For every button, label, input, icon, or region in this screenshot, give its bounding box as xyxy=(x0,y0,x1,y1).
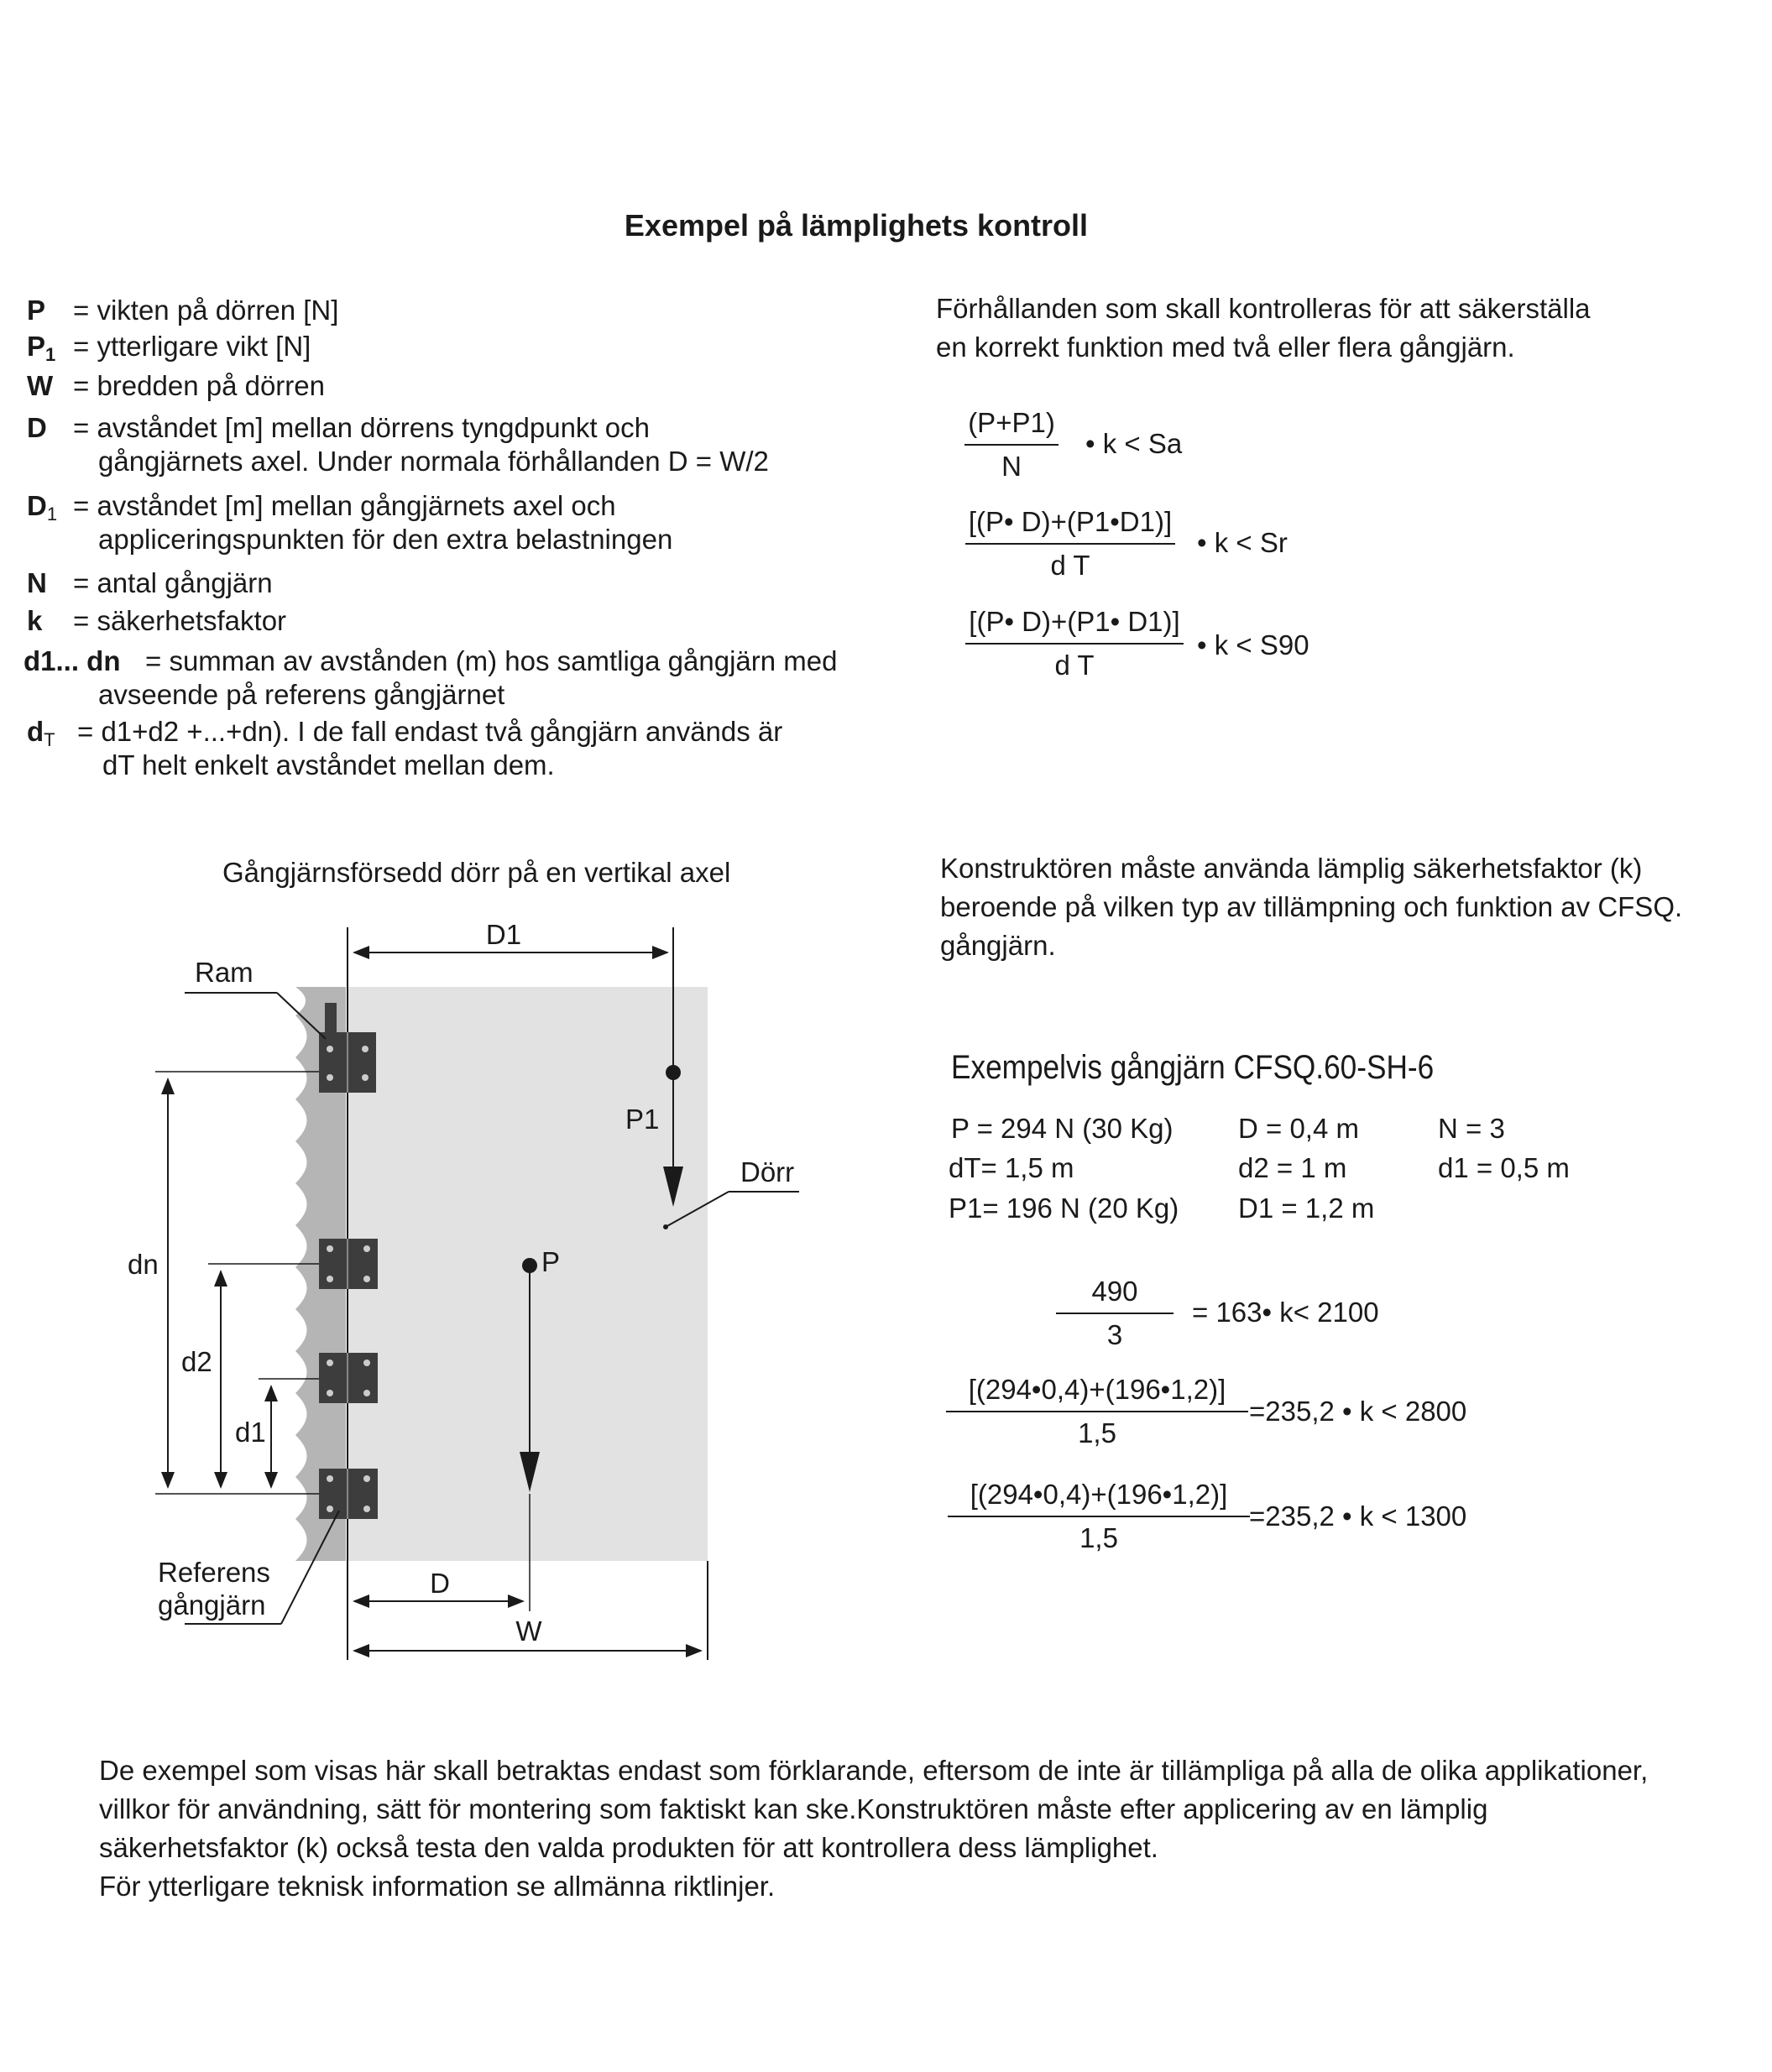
d1-label: d1 xyxy=(235,1417,266,1448)
p1-label: P1 xyxy=(625,1104,660,1135)
example-value: d2 = 1 m xyxy=(1238,1152,1347,1183)
example-value: D = 0,4 m xyxy=(1238,1113,1359,1144)
conditions-line: Förhållanden som skall kontrolleras för att säkerställa xyxy=(936,293,1591,324)
footer-note xyxy=(99,1751,1648,1906)
def-symbol: d xyxy=(27,716,44,747)
def-text-cont: avseende på referens gångjärnet xyxy=(98,679,505,710)
calc-1 xyxy=(1056,1276,1173,1351)
door-diagram xyxy=(0,0,839,1678)
formula-relation: • k < Sa xyxy=(1085,428,1183,459)
calc-relation: =235,2 • k < 1300 xyxy=(1249,1501,1467,1532)
formula-relation: • k < S90 xyxy=(1197,629,1309,660)
def-symbol: d1... dn xyxy=(24,645,121,676)
footer-line: villkor för användning, sätt för montering som faktiskt kan ske.Konstruktören måste efter applicering av en lämplig xyxy=(99,1793,1488,1824)
formula-numerator: (P+P1) xyxy=(964,407,1058,446)
def-text: = vikten på dörren [N] xyxy=(73,295,339,326)
formula-denominator: d T xyxy=(1054,650,1095,681)
d-label: D xyxy=(430,1568,450,1599)
conditions-line: en korrekt funktion med två eller flera gångjärn. xyxy=(936,331,1515,363)
def-symbol: k xyxy=(27,605,43,636)
calc-relation: =235,2 • k < 2800 xyxy=(1249,1396,1467,1427)
ref-label-2: gångjärn xyxy=(158,1589,266,1621)
footer-line: De exempel som visas här skall betraktas endast som förklarande, eftersom de inte är tillämpliga på alla de olika applikationer, xyxy=(99,1755,1649,1786)
calc-numerator: [(294•0,4)+(196•1,2)] xyxy=(948,1479,1250,1517)
example-value: D1 = 1,2 m xyxy=(1238,1193,1375,1224)
def-text-cont: dT helt enkelt avståndet mellan dem. xyxy=(102,749,555,780)
safety-line: beroende på vilken typ av tillämpning och funktion av CFSQ. xyxy=(940,891,1683,922)
example-title: Exempelvis gångjärn CFSQ.60-SH-6 xyxy=(951,1049,1435,1086)
calc-relation: = 163• k< 2100 xyxy=(1192,1297,1379,1328)
calc-2 xyxy=(946,1374,1248,1449)
ref-label-1: Referens xyxy=(158,1557,270,1588)
def-text: = ytterligare vikt [N] xyxy=(73,331,311,362)
conditions-intro xyxy=(936,292,1591,364)
hinge xyxy=(319,1239,378,1289)
formula-sa xyxy=(950,407,1073,483)
example-value: dT= 1,5 m xyxy=(949,1152,1074,1183)
def-symbol: N xyxy=(27,567,47,598)
calc-numerator: 490 xyxy=(1056,1276,1173,1314)
def-text: = säkerhetsfaktor xyxy=(73,605,287,636)
def-text: = bredden på dörren xyxy=(73,370,325,401)
dn-label: dn xyxy=(128,1249,159,1280)
ram-label: Ram xyxy=(195,957,254,988)
formula-numerator: [(P• D)+(P1• D1)] xyxy=(965,606,1183,645)
calc-denominator: 1,5 xyxy=(1079,1522,1118,1553)
formula-sr xyxy=(953,506,1188,582)
hinge xyxy=(319,1353,378,1403)
def-symbol: P xyxy=(27,331,46,362)
d2-label: d2 xyxy=(181,1346,212,1377)
def-text: = summan av avstånden (m) hos samtliga gångjärn med xyxy=(145,645,838,676)
calc-numerator: [(294•0,4)+(196•1,2)] xyxy=(946,1374,1248,1412)
formula-denominator: N xyxy=(1001,451,1022,482)
calc-denominator: 1,5 xyxy=(1078,1417,1116,1448)
door-label: Dörr xyxy=(740,1156,795,1187)
formula-numerator: [(P• D)+(P1•D1)] xyxy=(965,506,1175,545)
formula-denominator: d T xyxy=(1050,550,1090,581)
page-title: Exempel på lämplighets kontroll xyxy=(624,208,1089,243)
def-subscript: 1 xyxy=(45,344,56,365)
footer-line: För ytterligare teknisk information se allmänna riktlinjer. xyxy=(99,1871,776,1902)
safety-line: gångjärn. xyxy=(940,930,1056,961)
def-text: = d1+d2 +...+dn). I de fall endast två gångjärn används är xyxy=(77,716,783,747)
def-text: = avståndet [m] mellan gångjärnets axel och xyxy=(73,490,616,521)
w-label: W xyxy=(515,1615,542,1647)
example-value: N = 3 xyxy=(1438,1113,1505,1144)
example-value: P1= 196 N (20 Kg) xyxy=(949,1193,1179,1224)
calc-3 xyxy=(948,1479,1250,1554)
d1-top-label: D1 xyxy=(485,919,522,950)
def-symbol: W xyxy=(27,370,54,401)
diagram-caption: Gångjärnsförsedd dörr på en vertikal axel xyxy=(222,857,731,888)
def-symbol: D xyxy=(27,412,47,443)
def-subscript: 1 xyxy=(46,504,58,525)
def-text: = antal gångjärn xyxy=(73,567,273,598)
def-text-cont: gångjärnets axel. Under normala förhållanden D = W/2 xyxy=(98,446,769,477)
def-text: = avståndet [m] mellan dörrens tyngdpunkt och xyxy=(73,412,650,443)
calc-denominator: 3 xyxy=(1106,1319,1123,1350)
safety-line: Konstruktören måste använda lämplig säkerhetsfaktor (k) xyxy=(940,853,1643,884)
formula-s90 xyxy=(961,606,1188,681)
safety-note xyxy=(940,852,1682,963)
hinge-reference xyxy=(319,1469,378,1519)
def-symbol: P xyxy=(27,295,46,326)
def-text-cont: appliceringspunkten för den extra belastningen xyxy=(98,524,673,555)
def-symbol: D xyxy=(27,490,47,521)
example-value: d1 = 0,5 m xyxy=(1438,1152,1570,1183)
footer-line: säkerhetsfaktor (k) också testa den valda produkten för att kontrollera dess lämplighet. xyxy=(99,1832,1158,1863)
def-subscript: T xyxy=(44,729,55,750)
p-label: P xyxy=(541,1246,561,1277)
formula-relation: • k < Sr xyxy=(1197,527,1288,558)
example-value: P = 294 N (30 Kg) xyxy=(951,1113,1173,1144)
